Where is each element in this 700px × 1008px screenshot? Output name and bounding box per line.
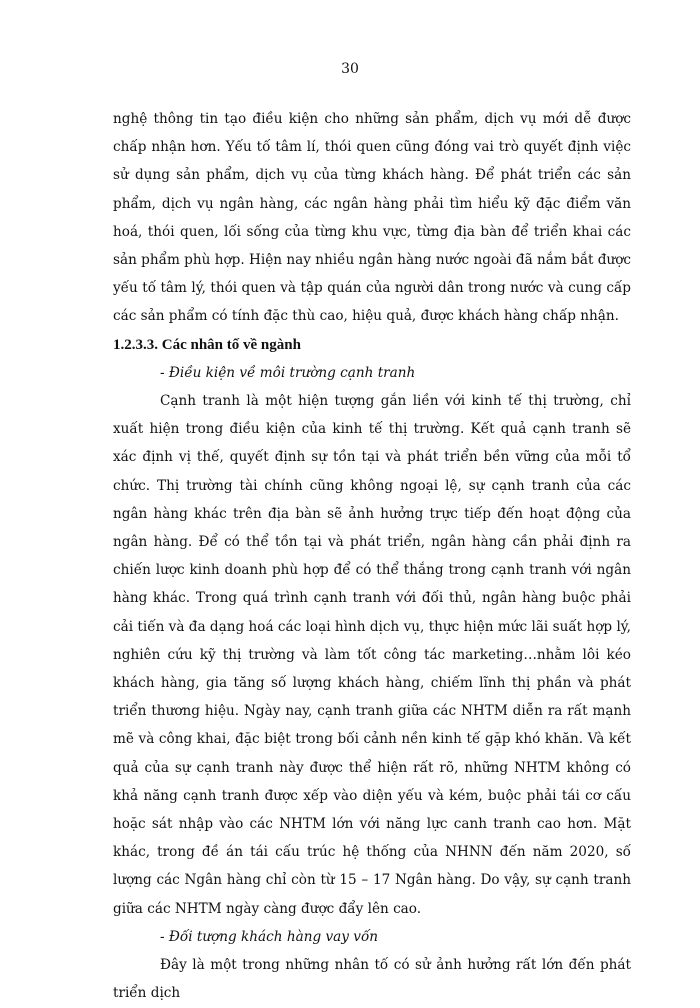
- body-paragraph: Đây là một trong những nhân tố có sử ảnh hưởng rất lớn đến phát triển dịch: [113, 957, 631, 1002]
- section-heading: 1.2.3.3. Các nhân tố về ngành: [113, 336, 301, 353]
- document-body: [113, 105, 631, 1008]
- italic-subheading: - Đối tượng khách hàng vay vốn: [160, 928, 379, 945]
- page-number: 30: [341, 61, 359, 77]
- body-paragraph: nghệ thông tin tạo điều kiện cho những sản phẩm, dịch vụ mới dễ được chấp nhận hơn. Yếu tố tâm lí, thói quen cũng đóng vai trò quyết định việc sử dụng sản phẩm, dịch vụ của từng khách hàng. Để phát triển các sản phẩm, dịch vụ ngân hàng, các ngân hàng phải tìm hiểu kỹ đặc điểm văn hoá, thói quen, lối sống của từng khu vực, từng địa bàn để triển khai các sản phẩm phù hợp. Hiện nay nhiều ngân hàng nước ngoài đã nắm bắt được yếu tố tâm lý, thói quen và tập quán của người dân trong nước và cung cấp các sản phẩm có tính đặc thù cao, hiệu quả, được khách hàng chấp nhận.: [113, 111, 631, 325]
- italic-subheading: - Điều kiện về môi trường cạnh tranh: [160, 364, 416, 381]
- body-paragraph: Cạnh tranh là một hiện tượng gắn liền với kinh tế thị trường, chỉ xuất hiện trong điều kiện của kinh tế thị trường. Kết quả cạnh tranh sẽ xác định vị thế, quyết định sự tồn tại và phát triển bền vững của mỗi tổ chức. Thị trường tài chính cũng không ngoại lệ, sự cạnh tranh của các ngân hàng khác trên địa bàn sẽ ảnh hưởng trực tiếp đến hoạt động của ngân hàng. Để có thể tồn tại và phát triển, ngân hàng cần phải định ra chiến lược kinh doanh phù hợp để có thể thắng trong cạnh tranh với ngân hàng khác. Trong quá trình cạnh tranh với đối thủ, ngân hàng buộc phải cải tiến và đa dạng hoá các loại hình dịch vụ, thực hiện mức lãi suất hợp lý, nghiên cứu kỹ thị trường và làm tốt công tác marketing…nhằm lôi kéo khách hàng, gia tăng số lượng khách hàng, chiếm lĩnh thị phần và phát triển thương hiệu. Ngày nay, cạnh tranh giữa các NHTM diễn ra rất mạnh mẽ và công khai, đặc biệt trong bối cảnh nền kinh tế gặp khó khăn. Và kết quả của sự cạnh tranh này được thể hiện rất rõ, những NHTM không có khả năng cạnh tranh được xếp vào diện yếu và kém, buộc phải tái cơ cấu hoặc sát nhập vào các NHTM lớn với năng lực canh tranh cao hơn. Mặt khác, trong đề án tái cấu trúc hệ thống của NHNN đến năm 2020, số lượng các Ngân hàng chỉ còn từ 15 – 17 Ngân hàng. Do vậy, sự cạnh tranh giữa các NHTM ngày càng được đẩy lên cao.: [113, 393, 631, 917]
